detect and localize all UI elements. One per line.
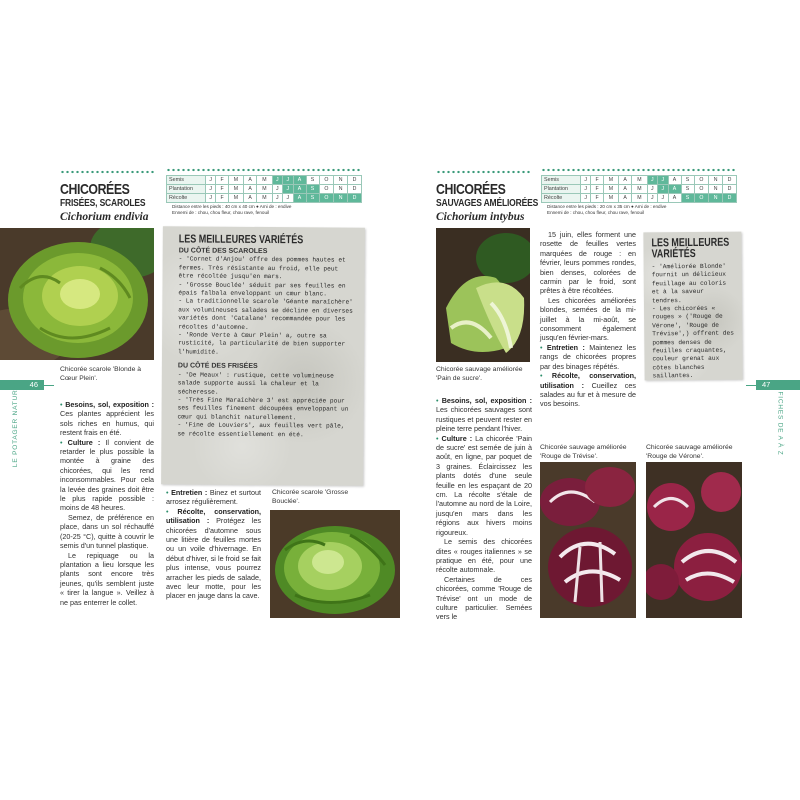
calendar-month-cell: J: [283, 176, 293, 185]
calendar-row: [542, 185, 737, 194]
bullet-icon: •: [540, 342, 547, 352]
calendar-note-enemies: Ennemi de : chou, chou fleur, chou rave, fenouil: [172, 210, 270, 215]
calendar-month-cell: J: [647, 194, 657, 203]
calendar-month-cell: J: [283, 185, 293, 194]
bullet-icon: •: [436, 433, 442, 443]
card-title-text: LES MEILLEURES VARIÉTÉS: [651, 236, 730, 261]
calendar-month-cell: D: [348, 194, 362, 203]
calendar-month-cell: M: [228, 176, 244, 185]
variety-item: - 'De Meaux' : rustique, cette volumineuse salade supporte aussi la chaleur et la sécheresse.: [177, 371, 334, 396]
calendar-month-cell: O: [694, 176, 709, 185]
title-dot-rule: [436, 170, 532, 174]
calendar-note-spacing: Distance entre les pieds : 40 cm x 40 cm ● Ami de : endive: [172, 204, 292, 209]
calendar-month-cell: F: [591, 194, 603, 203]
photo-caption: Chicorée sauvage améliorée 'Pain de sucre'.: [436, 366, 523, 382]
variety-item: - 'Améliorée Blonde' fournit un délicieux feuillage au coloris et à la saveur tendres.: [651, 262, 727, 304]
calendar-month-cell: O: [319, 194, 334, 203]
variety-item: - 'Ronde Verte à Cœur Plein' a, outre sa rusticité, la particularité de bien supporter l'humidité.: [178, 331, 346, 356]
page-number: 46: [0, 380, 44, 390]
bullet-icon: •: [166, 488, 172, 497]
calendar-row-label: Semis: [542, 176, 581, 185]
paragraph-heading: Récolte, conservation, utilisation :: [540, 371, 636, 390]
calendar-month-cell: M: [257, 185, 273, 194]
calendar-month-cell: N: [334, 194, 348, 203]
calendar-month-cell: M: [632, 176, 648, 185]
calendar-month-cell: A: [668, 185, 681, 194]
calendar-month-cell: A: [244, 194, 257, 203]
calendar-month-cell: A: [244, 185, 257, 194]
bullet-icon: •: [166, 506, 178, 516]
calendar-month-cell: J: [206, 176, 216, 185]
variety-item: - 'Fine de Louviers', aux feuilles vert pâle, se récolte essentiellement en été.: [177, 421, 345, 438]
calendar-month-cell: J: [658, 176, 668, 185]
title-main: CHICORÉES: [60, 181, 130, 198]
paragraph-heading: Entretien :: [171, 488, 208, 497]
paragraph-heading: Besoins, sol, exposition :: [441, 396, 532, 405]
calendar-month-cell: S: [306, 194, 319, 203]
body-paragraph: • Culture : Il convient de retarder le plus possible la montée à graine des chicorées, qui les rend inconsommables. Pour cela la levée des graines doit être le plus rapide possible : moins de 48 heures.: [60, 437, 155, 513]
calendar-month-cell: M: [257, 176, 273, 185]
photo-caption: Chicorée scarole 'Grosse Bouclée'.: [272, 489, 349, 505]
calendar-month-cell: M: [603, 176, 619, 185]
calendar-month-cell: J: [581, 176, 591, 185]
body-paragraph: Le semis des chicorées dites « rouges italiennes » se pratique en été, pour une récolte automnale.: [436, 537, 532, 575]
calendar-month-cell: O: [694, 185, 709, 194]
calendar-month-cell: A: [244, 176, 257, 185]
calendar-month-cell: F: [216, 194, 228, 203]
side-running-head: FICHES DE A À Z: [776, 391, 784, 456]
calendar-month-cell: O: [694, 194, 709, 203]
sowing-calendar: [541, 175, 737, 216]
bullet-icon: •: [436, 396, 442, 405]
calendar-row: [542, 194, 737, 203]
calendar-month-cell: A: [668, 176, 681, 185]
calendar-month-cell: M: [603, 185, 619, 194]
calendar-month-cell: N: [334, 176, 348, 185]
calendar-month-cell: J: [581, 194, 591, 203]
body-paragraph: • Récolte, conservation, utilisation : Cueillez ces salades au fur et à mesure de vos besoins.: [540, 371, 636, 409]
best-varieties-card: [161, 226, 365, 485]
photo-caption: Chicorée scarole 'Blonde à Cœur Plein'.: [60, 366, 142, 382]
photo-rouge-de-trevise: [540, 462, 636, 618]
calendar-month-cell: N: [709, 194, 723, 203]
calendar-row-label: Plantation: [167, 185, 206, 194]
title-main: CHICORÉES: [436, 181, 506, 198]
calendar-month-cell: J: [206, 185, 216, 194]
paragraph-heading: Entretien :: [546, 342, 585, 352]
page-title: [436, 182, 556, 223]
calendar-month-cell: A: [619, 176, 632, 185]
calendar-month-cell: J: [658, 185, 668, 194]
body-paragraph: • Entretien : Binez et surtout arrosez régulièrement.: [166, 488, 262, 507]
calendar-month-cell: F: [591, 185, 603, 194]
calendar-month-cell: O: [319, 185, 334, 194]
calendar-dot-rule: [166, 168, 362, 172]
calendar-month-cell: M: [257, 194, 273, 203]
calendar-month-cell: A: [293, 176, 306, 185]
body-paragraph: • Culture : La chicorée 'Pain de sucre' est semée de juin à août, en ligne, par poquet de 3 graines. Éclaircissez les plants dotés d'une seule feuille en les espaçant de 20 cm. La récolte s'étale de l'automne au nord de la Loire, jusqu'en mars dans les régions aux hivers moins rigoureux.: [436, 433, 533, 537]
page-number: 47: [756, 380, 800, 390]
bullet-icon: •: [60, 437, 68, 447]
calendar-month-cell: O: [319, 176, 334, 185]
calendar-month-cell: M: [228, 194, 244, 203]
card-title: [651, 238, 729, 261]
card-list-scaroles: [178, 256, 355, 358]
calendar-row: [167, 176, 362, 185]
body-paragraph: • Besoins, sol, exposition : Les chicorées sauvages sont rustiques et peuvent rester en pleine terre pendant l'hiver.: [436, 396, 532, 434]
calendar-row: [542, 176, 737, 185]
calendar-month-cell: A: [293, 185, 306, 194]
card-subtitle-scaroles: DU CÔTÉ DES SCAROLES: [178, 247, 268, 256]
calendar-month-cell: M: [603, 194, 619, 203]
calendar-note-enemies: Ennemi de : chou, chou fleur, chou rave, fenouil: [547, 210, 645, 215]
text-column-1: [60, 400, 154, 607]
calendar-month-cell: N: [709, 185, 723, 194]
calendar-month-cell: D: [348, 176, 362, 185]
calendar-month-cell: S: [306, 176, 319, 185]
body-paragraph: Les chicorées améliorées blondes, semées de la mi-juillet à la mi-août, se consomment également jusqu'en février-mars.: [540, 295, 636, 343]
calendar-month-cell: M: [632, 194, 648, 203]
calendar-month-cell: J: [206, 194, 216, 203]
body-paragraph: Semez, de préférence en place, dans un sol réchauffé (20-25 °C), quitte à couvrir le semis d'un tunnel plastique.: [60, 512, 154, 551]
latin-name: Cichorium endivia: [60, 211, 149, 223]
page-title: [60, 182, 161, 223]
body-paragraph: 15 juin, elles forment une rosette de feuilles vertes marquées de rouge : en février, leurs pommes rondes, bien denses, colorées de carmin par le froid, sont prêtes à être récoltées.: [540, 230, 636, 296]
calendar-month-cell: D: [723, 176, 737, 185]
calendar-month-cell: F: [216, 176, 228, 185]
body-paragraph: Certaines de ces chicorées, comme 'Rouge de Trévise' ont un mode de culture particulier. Semées vers le: [436, 574, 532, 622]
calendar-month-cell: A: [668, 194, 681, 203]
calendar-dot-rule: [541, 168, 737, 172]
calendar-row: [167, 185, 362, 194]
paragraph-heading: Culture :: [67, 437, 101, 447]
calendar-row-label: Plantation: [542, 185, 581, 194]
calendar-month-cell: J: [658, 194, 668, 203]
photo-caption: Chicorée sauvage améliorée 'Rouge de Trévise'.: [540, 444, 627, 460]
photo-rouge-de-verone: [646, 462, 742, 618]
calendar-month-cell: A: [619, 194, 632, 203]
calendar-month-cell: J: [581, 185, 591, 194]
calendar-month-cell: N: [709, 176, 723, 185]
calendar-month-cell: D: [348, 185, 362, 194]
calendar-month-cell: M: [632, 185, 648, 194]
calendar-month-cell: J: [272, 194, 282, 203]
variety-item: - 'Cornet d'Anjou' offre des pommes hautes et fermes. Très résistante au froid, elle peut être récoltée jusqu'en mars.: [178, 255, 346, 281]
calendar-month-cell: J: [283, 194, 293, 203]
calendar-month-cell: S: [681, 194, 694, 203]
calendar-table: [541, 175, 737, 203]
calendar-month-cell: A: [293, 194, 306, 203]
photo-caption: Chicorée sauvage améliorée 'Rouge de Vérone'.: [646, 444, 733, 460]
side-running-head: LE POTAGER NATUREL: [12, 379, 20, 468]
photo-scarole-blonde: [0, 228, 154, 360]
variety-item: - 'Grosse Bouclée' séduit par ses feuilles en épais falbala enveloppant un cœur blanc.: [178, 281, 346, 298]
calendar-note-spacing: Distance entre les pieds : 20 cm x 35 cm ● Ami de : endive: [547, 204, 667, 209]
calendar-row-label: Récolte: [167, 194, 206, 203]
variety-item: - La traditionnelle scarole 'Géante maraîchère' aux volumineuses salades se décline en diverses variétés dont 'Catalane' recommandée pour les récoltes d'automne.: [178, 297, 353, 331]
calendar-month-cell: M: [228, 185, 244, 194]
title-subtitle: FRISÉES, SCAROLES: [60, 198, 146, 209]
text-column-1: [436, 396, 532, 622]
page-number-rule: [746, 385, 756, 386]
body-paragraph: Le repiquage ou la plantation a lieu lorsque les plants sont encore très jeunes, qu'ils semblent juste « tirer la langue ». Veillez à ne pas enterrer le collet.: [60, 550, 154, 607]
paragraph-heading: Récolte, conservation, utilisation :: [166, 506, 261, 526]
calendar-month-cell: J: [272, 176, 282, 185]
calendar-table: [166, 175, 362, 203]
title-dot-rule: [60, 170, 156, 174]
calendar-row: [167, 194, 362, 203]
calendar-month-cell: F: [216, 185, 228, 194]
calendar-month-cell: A: [619, 185, 632, 194]
calendar-row-label: Semis: [167, 176, 206, 185]
card-title: LES MEILLEURES VARIÉTÉS: [178, 233, 304, 247]
page-number-rule: [44, 385, 54, 386]
calendar-month-cell: J: [647, 185, 657, 194]
body-paragraph: • Entretien : Maintenez les rangs de chicorées propres par des binages répétés.: [540, 342, 637, 371]
best-varieties-card: [643, 232, 742, 381]
card-subtitle-frisees: DU CÔTÉ DES FRISÉES: [177, 362, 258, 371]
paragraph-heading: Besoins, sol, exposition :: [65, 400, 154, 409]
calendar-month-cell: N: [334, 185, 348, 194]
calendar-month-cell: J: [647, 176, 657, 185]
calendar-month-cell: S: [306, 185, 319, 194]
text-column-2: [166, 488, 261, 601]
bullet-icon: •: [540, 371, 552, 381]
photo-pain-de-sucre: [436, 228, 530, 362]
variety-item: - 'Très Fine Maraîchère 3' est appréciée pour ses feuilles finement découpées enveloppant un cœur qui blanchit naturellement.: [177, 396, 349, 421]
calendar-month-cell: D: [723, 194, 737, 203]
calendar-month-cell: S: [681, 185, 694, 194]
bullet-icon: •: [60, 400, 66, 409]
calendar-month-cell: F: [591, 176, 603, 185]
calendar-month-cell: J: [272, 185, 282, 194]
card-list: [652, 263, 737, 381]
sowing-calendar: [166, 175, 362, 216]
photo-scarole-grosse-bouclee: [270, 510, 400, 618]
calendar-row-label: Récolte: [542, 194, 581, 203]
latin-name: Cichorium intybus: [436, 211, 525, 223]
body-paragraph: • Récolte, conservation, utilisation : Protégez les chicorées d'automne sous une litière de feuilles mortes ou un voile d'hivernage. En début d'hiver, si le froid se fait plus intense, vous pourrez arracher les pieds de salade, avec leur motte, pour les placer en jauge dans la cave.: [166, 506, 261, 601]
paragraph-heading: Culture :: [441, 433, 473, 443]
title-subtitle: SAUVAGES AMÉLIORÉES: [436, 198, 539, 209]
variety-item: - Les chicorées « rouges » ('Rouge de Vérone', 'Rouge de Trévise',) offrent des pommes denses de feuilles craquantes, couleur grenat aux côtes blanches saillantes.: [651, 304, 734, 380]
calendar-month-cell: S: [681, 176, 694, 185]
body-paragraph: • Besoins, sol, exposition : Ces plantes apprécient les sols riches en humus, qui restent frais en été.: [60, 400, 154, 438]
text-column-2: [540, 230, 636, 409]
card-list-frisees: [177, 371, 353, 439]
calendar-month-cell: D: [723, 185, 737, 194]
